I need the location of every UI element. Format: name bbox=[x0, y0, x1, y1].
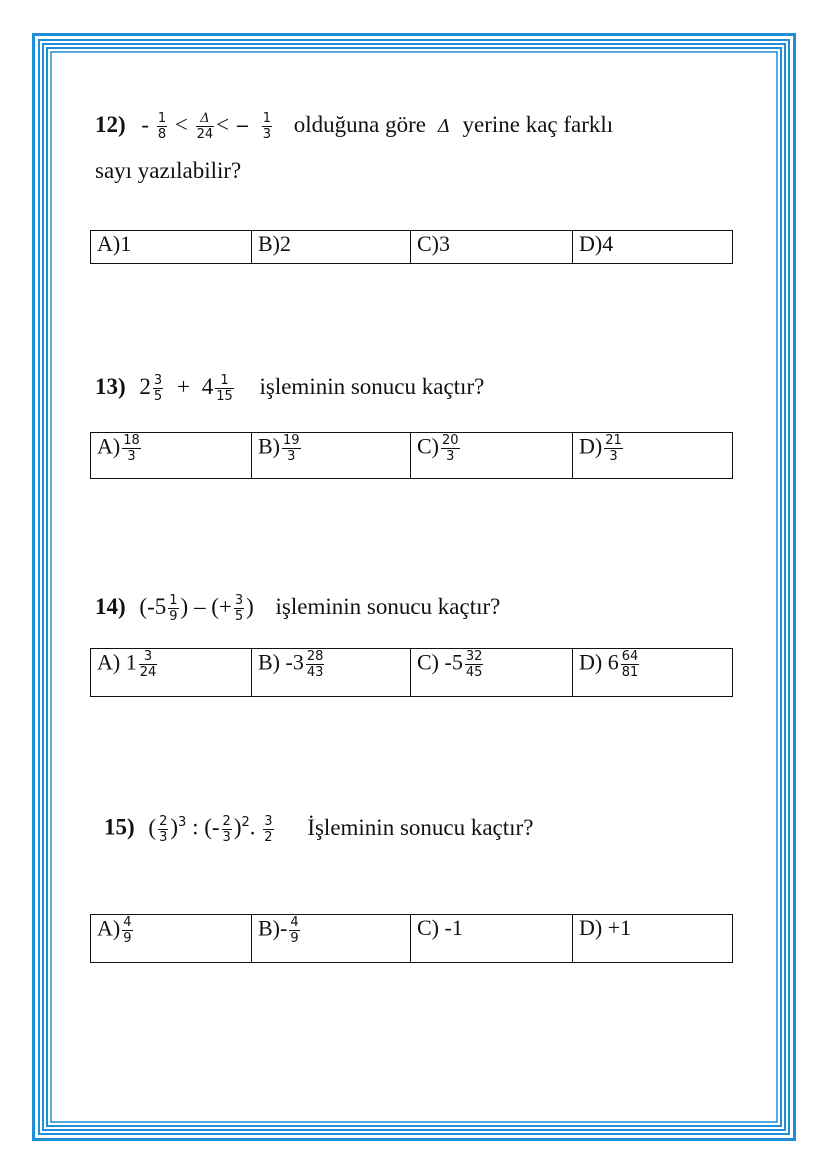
question-number: 14) bbox=[95, 594, 126, 619]
expression-part: ) bbox=[233, 814, 242, 840]
fraction: $\frac{1}{3}$ bbox=[262, 111, 272, 143]
plus-sign: + bbox=[176, 374, 190, 399]
fraction: $\frac{1}{15}$ bbox=[216, 373, 233, 405]
answer-table-14 bbox=[90, 648, 733, 697]
question-12 bbox=[95, 110, 613, 142]
less-than-sign: < bbox=[216, 112, 230, 137]
option-b[interactable]: B)2 bbox=[252, 231, 411, 264]
option-c[interactable]: C) -5 $\frac{32}{45}$ bbox=[411, 649, 573, 697]
fraction: $\frac{20}{3}$ bbox=[442, 433, 459, 464]
expression-part: (-5 bbox=[139, 594, 167, 619]
q15-text: İşleminin sonucu kaçtır? bbox=[307, 814, 534, 840]
fraction: $\frac{28}{43}$ bbox=[306, 649, 324, 680]
dot-operator: . bbox=[249, 814, 256, 840]
option-a[interactable]: A) 1 $\frac{3}{24}$ bbox=[91, 649, 252, 697]
expression-part: : (- bbox=[192, 814, 220, 840]
option-c[interactable]: C)3 bbox=[411, 231, 573, 264]
fraction: $\frac{32}{45}$ bbox=[465, 649, 483, 680]
fraction: $\frac{\Delta}{24}$ bbox=[196, 111, 214, 143]
question-number: 15) bbox=[104, 814, 135, 840]
answer-table-13 bbox=[90, 432, 733, 479]
fraction: $\frac{3}{2}$ bbox=[264, 813, 273, 845]
q12-text-1: olduğuna göre bbox=[293, 112, 426, 137]
question-number: 13) bbox=[95, 374, 126, 399]
fraction: $\frac{18}{3}$ bbox=[123, 433, 140, 464]
option-c[interactable]: C) $\frac{20}{3}$ bbox=[411, 433, 573, 479]
option-a[interactable]: A) $\frac{18}{3}$ bbox=[91, 433, 252, 479]
expression-part: ) bbox=[246, 594, 254, 619]
option-d[interactable]: D) +1 bbox=[573, 915, 733, 963]
fraction: $\frac{64}{81}$ bbox=[621, 649, 639, 680]
triangle-symbol: Δ bbox=[437, 116, 451, 137]
option-a[interactable]: A)1 bbox=[91, 231, 252, 264]
expression-part: ) bbox=[170, 814, 179, 840]
fraction: $\frac{21}{3}$ bbox=[605, 433, 622, 464]
fraction: $\frac{1}{8}$ bbox=[157, 111, 167, 143]
option-c[interactable]: C) -1 bbox=[411, 915, 573, 963]
option-d[interactable]: D) $\frac{21}{3}$ bbox=[573, 433, 733, 479]
option-b[interactable]: B) $\frac{19}{3}$ bbox=[252, 433, 411, 479]
less-than-sign: < bbox=[174, 112, 188, 137]
whole-number: 4 bbox=[201, 374, 214, 399]
fraction: $\frac{3}{5}$ bbox=[234, 593, 244, 625]
fraction: $\frac{4}{9}$ bbox=[123, 915, 132, 946]
question-15 bbox=[104, 808, 533, 845]
option-d[interactable]: D)4 bbox=[573, 231, 733, 264]
question-12-line-2: sayı yazılabilir? bbox=[95, 158, 242, 183]
question-13 bbox=[95, 372, 484, 404]
answer-table-12 bbox=[90, 230, 733, 264]
fraction: $\frac{2}{3}$ bbox=[222, 813, 231, 845]
q14-text: işleminin sonucu kaçtır? bbox=[275, 594, 501, 619]
fraction: $\frac{4}{9}$ bbox=[290, 915, 299, 946]
question-number: 12) bbox=[95, 112, 126, 137]
expression-part: ) – (+ bbox=[180, 594, 232, 619]
option-a[interactable]: A) $\frac{4}{9}$ bbox=[91, 915, 252, 963]
option-b[interactable]: B)- $\frac{4}{9}$ bbox=[252, 915, 411, 963]
option-b[interactable]: B) -3 $\frac{28}{43}$ bbox=[252, 649, 411, 697]
minus-sign: − bbox=[234, 116, 250, 137]
answer-table-15 bbox=[90, 914, 733, 963]
fraction: $\frac{1}{9}$ bbox=[169, 593, 178, 625]
exponent: 2 bbox=[241, 815, 250, 830]
fraction: $\frac{3}{24}$ bbox=[139, 649, 157, 680]
option-d[interactable]: D) 6 $\frac{64}{81}$ bbox=[573, 649, 733, 697]
whole-number: 2 bbox=[139, 374, 151, 399]
question-14 bbox=[95, 592, 500, 624]
fraction: $\frac{2}{3}$ bbox=[159, 813, 168, 845]
q13-text: işleminin sonucu kaçtır? bbox=[259, 374, 485, 399]
fraction: $\frac{19}{3}$ bbox=[283, 433, 300, 464]
exponent: 3 bbox=[178, 815, 187, 830]
q12-lead: - bbox=[141, 112, 150, 137]
q12-text-2: yerine kaç farklı bbox=[462, 112, 614, 137]
fraction: $\frac{3}{5}$ bbox=[153, 373, 163, 405]
expression-part: ( bbox=[148, 814, 157, 840]
